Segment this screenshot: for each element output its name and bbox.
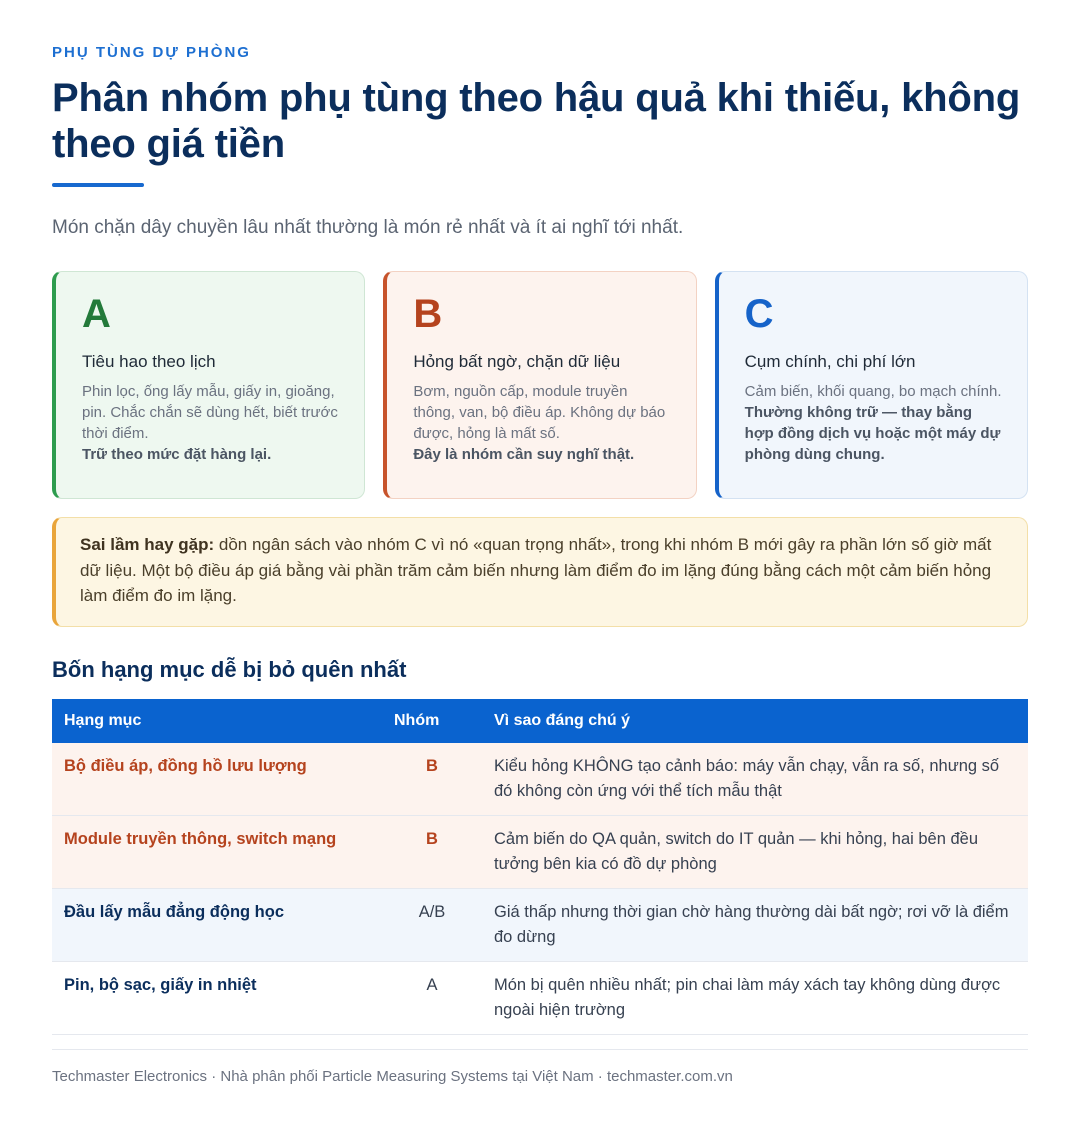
warning-lead: Sai lầm hay gặp: <box>80 535 215 554</box>
row-item: Bộ điều áp, đồng hồ lưu lượng <box>52 743 382 816</box>
row-item: Pin, bộ sạc, giấy in nhiệt <box>52 962 382 1035</box>
row-reason: Cảm biến do QA quản, switch do IT quản — khi hỏng, hai bên đều tưởng bên kia có đồ dự phòng <box>482 816 1028 889</box>
eyebrow-label: PHỤ TÙNG DỰ PHÒNG <box>52 44 251 61</box>
page-title: Phân nhóm phụ tùng theo hậu quả khi thiếu, không theo giá tiền <box>52 76 1021 166</box>
row-group: A/B <box>382 889 482 962</box>
card-emphasis: Đây là nhóm cần suy nghĩ thật. <box>413 446 635 463</box>
card-emphasis: Trữ theo mức đặt hàng lại. <box>82 446 272 463</box>
card-title: Cụm chính, chi phí lớn <box>744 352 916 371</box>
header-item: Hạng mục <box>52 699 382 743</box>
card-title: Tiêu hao theo lịch <box>82 352 216 371</box>
row-reason: Giá thấp nhưng thời gian chờ hàng thường dài bất ngờ; rơi vỡ là điểm đo dừng <box>482 889 1028 962</box>
warning-callout <box>52 517 1028 627</box>
forgotten-items-table <box>52 699 1028 1035</box>
row-group: B <box>382 743 482 816</box>
card-body: Cảm biến, khối quang, bo mạch chính. <box>744 383 1002 400</box>
card-group-c <box>715 271 1028 499</box>
card-emphasis: Thường không trữ — thay bằng hợp đồng dịch vụ hoặc một máy dự phòng dùng chung. <box>744 404 1001 463</box>
card-body: Bơm, nguồn cấp, module truyền thông, van, bộ điều áp. Không dự báo được, hỏng là mất số. <box>413 383 666 442</box>
card-letter: B <box>413 292 443 336</box>
footer: Techmaster Electronics · Nhà phân phối Particle Measuring Systems tại Việt Nam · techmaster.com.vn <box>52 1049 1028 1085</box>
card-body: Phin lọc, ống lấy mẫu, giấy in, gioăng, pin. Chắc chắn sẽ dùng hết, biết trước thời điểm. <box>82 383 338 442</box>
lead-text: Món chặn dây chuyền lâu nhất thường là món rẻ nhất và ít ai nghĩ tới nhất. <box>52 217 684 238</box>
table-row <box>52 962 1028 1035</box>
card-letter: A <box>82 292 111 336</box>
card-group-a <box>52 271 365 499</box>
card-group-b <box>383 271 696 499</box>
group-cards <box>52 271 1028 499</box>
title-underline <box>52 183 144 187</box>
row-item: Module truyền thông, switch mạng <box>52 816 382 889</box>
row-reason: Kiểu hỏng KHÔNG tạo cảnh báo: máy vẫn chạy, vẫn ra số, nhưng số đó không còn ứng với thể tích mẫu thật <box>482 743 1028 816</box>
card-title: Hỏng bất ngờ, chặn dữ liệu <box>413 352 621 371</box>
section-title: Bốn hạng mục dễ bị bỏ quên nhất <box>52 657 407 682</box>
row-item: Đầu lấy mẫu đẳng động học <box>52 889 382 962</box>
row-group: B <box>382 816 482 889</box>
table-row <box>52 743 1028 816</box>
table-row <box>52 816 1028 889</box>
card-letter: C <box>744 292 774 336</box>
row-reason: Món bị quên nhiều nhất; pin chai làm máy xách tay không dùng được ngoài hiện trường <box>482 962 1028 1035</box>
header-group: Nhóm <box>382 699 482 743</box>
row-group: A <box>382 962 482 1035</box>
warning-text: dồn ngân sách vào nhóm C vì nó «quan trọng nhất», trong khi nhóm B mới gây ra phần lớn số giờ mất dữ liệu. Một bộ điều áp giá bằng vài phần trăm cảm biến nhưng làm điểm đo im lặng đúng bằng cách một cảm biến hỏng làm điểm đo im lặng. <box>80 535 992 605</box>
header-reason: Vì sao đáng chú ý <box>482 699 1028 743</box>
table-header-row <box>52 699 1028 743</box>
table-row <box>52 889 1028 962</box>
